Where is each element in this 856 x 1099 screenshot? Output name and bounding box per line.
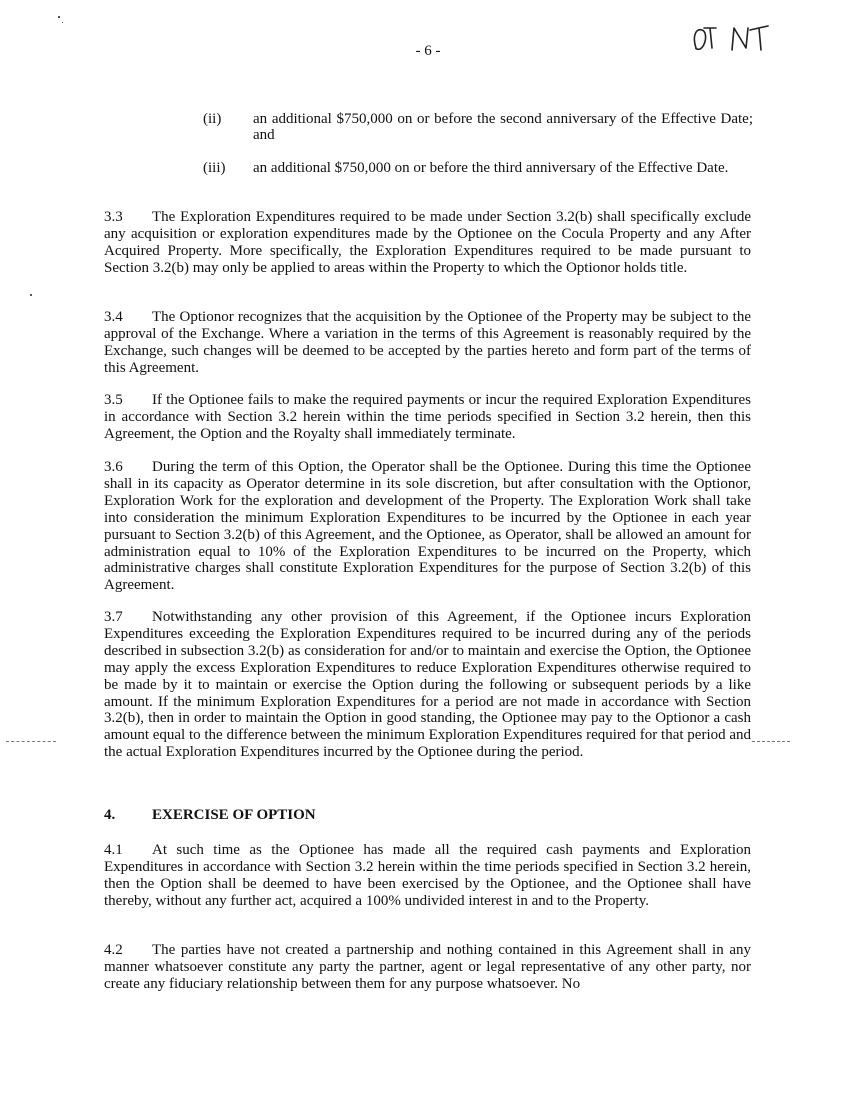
paragraph-3-5: [104, 392, 751, 443]
section-number: 4.: [104, 807, 116, 823]
paragraph-text: The Exploration Expenditures required to be made under Section 3.2(b) shall specifically exclude any acquisition or exploration expenditures made by the Optionee on the Cocula Property and any After Acquired Property. More specifically, the Exploration Expenditures required to be made pursuant to Section 3.2(b) may only be applied to areas within the Property to which the Optionor holds title.: [104, 209, 751, 276]
paragraph-3-4: [104, 309, 751, 377]
list-item-number: (ii): [203, 111, 222, 127]
page-number: - 6 -: [415, 43, 441, 59]
list-item-number: (iii): [203, 160, 226, 176]
paragraph-text: If the Optionee fails to make the required payments or incur the required Exploration Expenditures in accordance with Section 3.2 herein within the time periods specified in Section 3.2 herein, then this Agreement, the Option and the Royalty shall immediately terminate.: [104, 392, 751, 442]
paragraph-4-2: [104, 942, 751, 993]
section-heading: [104, 806, 316, 824]
paragraph-text: During the term of this Option, the Operator shall be the Optionee. During this time the Optionee shall in its capacity as Operator determine in its sole discretion, but after consultation with the Optionor, Exploration Work for the exploration and development of the Property. The Exploration Work shall take into consideration the minimum Exploration Expenditures to be incurred by the Optionee in each year pursuant to Section 3.2(b) of this Agreement, and the Optionee, as Operator, shall be allowed an amount for administration equal to 10% of the Exploration Expenditures to be incurred on the Property, which administrative charges shall constitute Exploration Expenditures for the purpose of Section 3.2(b) of this Agreement.: [104, 459, 751, 594]
paragraph-3-3: [104, 209, 751, 277]
paragraph-number: 3.6: [104, 459, 123, 475]
scan-dash-line: [752, 741, 790, 742]
paragraph-number: 3.7: [104, 609, 123, 625]
paragraph-number: 3.5: [104, 392, 123, 408]
list-item-text: an additional $750,000 on or before the second anniversary of the Effective Date; and: [253, 111, 753, 143]
paragraph-text: At such time as the Optionee has made all the required cash payments and Exploration Expenditures in accordance with Section 3.2 herein within the time periods specified in Section 3.2 herein, then the Option shall be deemed to have been exercised by the Optionee, and the Optionee shall have thereby, without any further act, acquired a 100% undivided interest in and to the Property.: [104, 842, 751, 909]
paragraph-3-7: [104, 609, 751, 761]
section-title: EXERCISE OF OPTION: [152, 807, 316, 823]
paragraph-text: The Optionor recognizes that the acquisition by the Optionee of the Property may be subject to the approval of the Exchange. Where a variation in the terms of this Agreement is reasonably required by the Exchange, such changes will be deemed to be accepted by the parties hereto and form part of the terms of this Agreement.: [104, 309, 751, 376]
scan-speck: [62, 22, 63, 23]
paragraph-3-6: [104, 459, 751, 594]
paragraph-text: The parties have not created a partnership and nothing contained in this Agreement shall in any manner whatsoever constitute any party the partner, agent or legal representative of any other party, nor create any fiduciary relationship between them for any purpose whatsoever. No: [104, 942, 751, 992]
list-item-text: an additional $750,000 on or before the third anniversary of the Effective Date.: [253, 160, 729, 176]
paragraph-number: 3.3: [104, 209, 123, 225]
paragraph-number: 4.2: [104, 942, 123, 958]
scan-speck: [58, 16, 60, 18]
handwritten-initials: [688, 18, 784, 58]
paragraph-text: Notwithstanding any other provision of this Agreement, if the Optionee incurs Exploration Expenditures exceeding the Exploration Expenditures required to be incurred during any of the periods described in subsection 3.2(b) as consideration for and/or to maintain and exercise the Option, the Optionee may apply the excess Exploration Expenditures to reduce Exploration Expenditures otherwise required to be made by it to maintain or exercise the Option during the following or subsequent periods by a like amount. If the minimum Exploration Expenditures for a period are not made in accordance with Section 3.2(b), then in order to maintain the Option in good standing, the Optionee may pay to the Optionor a cash amount equal to the difference between the minimum Exploration Expenditures required for that period and the actual Exploration Expenditures incurred by the Optionee during the period.: [104, 609, 752, 761]
paragraph-number: 4.1: [104, 842, 123, 858]
scan-dash-line: [6, 741, 56, 742]
scan-speck: [30, 294, 32, 296]
paragraph-number: 3.4: [104, 309, 123, 325]
paragraph-4-1: [104, 842, 751, 910]
